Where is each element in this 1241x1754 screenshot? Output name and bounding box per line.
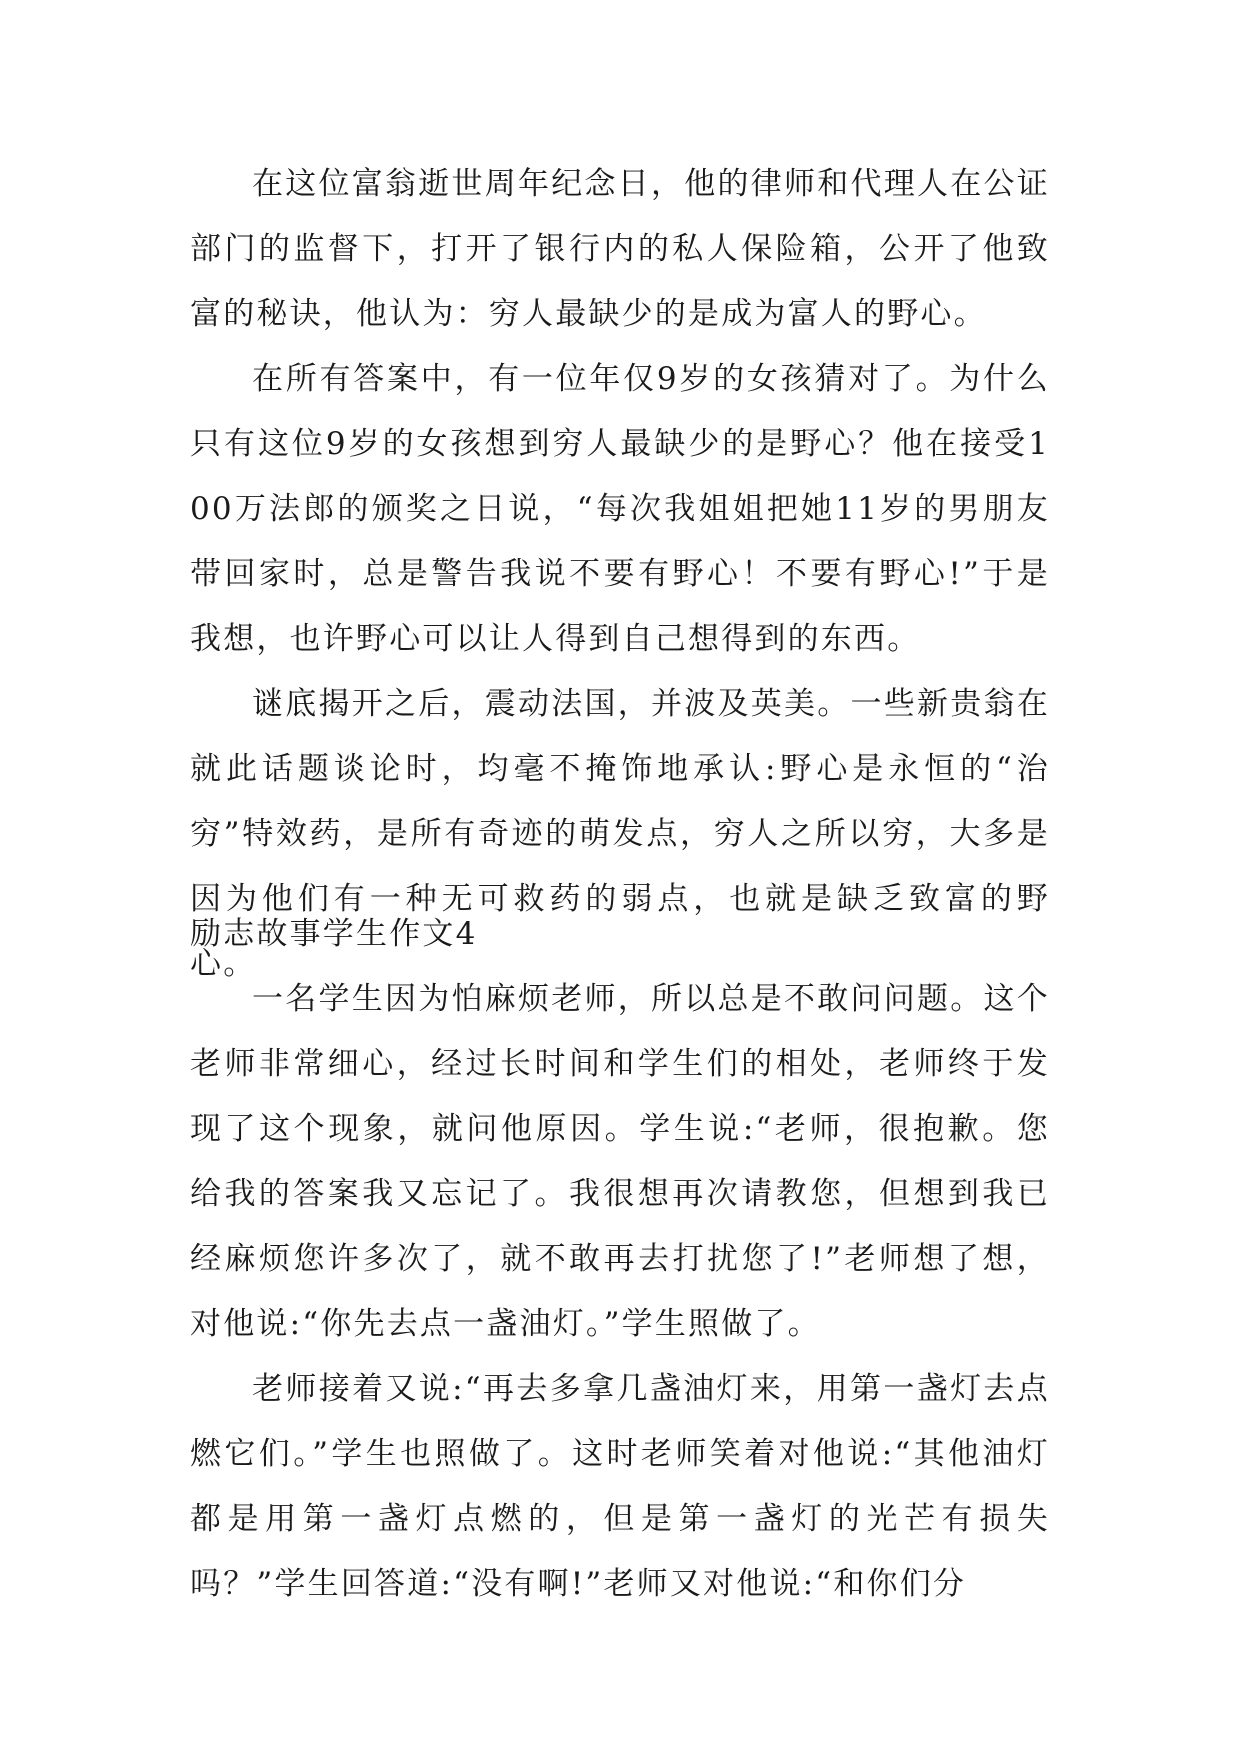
story-section-continued — [190, 152, 1050, 997]
paragraph: 老师接着又说:“再去多拿几盏油灯来，用第一盏灯去点燃它们。”学生也照做了。这时老师笑着对他说:“其他油灯都是用第一盏灯点燃的，但是第一盏灯的光芒有损失吗？”学生回答道:“没有啊!”老师又对他说:“和你们分 — [190, 1371, 1050, 1602]
paragraph: 在所有答案中，有一位年仅9岁的女孩猜对了。为什么只有这位9岁的女孩想到穷人最缺少的是野心？他在接受100万法郎的颁奖之日说，“每次我姐姐把她11岁的男朋友带回家时，总是警告我说不要有野心！不要有野心!”于是我想，也许野心可以让人得到自己想得到的东西。 — [190, 361, 1050, 657]
story-section-4 — [190, 902, 1050, 1617]
paragraph: 谜底揭开之后，震动法国，并波及英美。一些新贵翁在就此话题谈论时，均毫不掩饰地承认:野心是永恒的“治穷”特效药，是所有奇迹的萌发点，穷人之所以穷，大多是因为他们有一种无可救药的弱点，也就是缺乏致富的野心。 — [190, 686, 1050, 982]
section-heading: 励志故事学生作文4 — [190, 916, 478, 952]
paragraph: 在这位富翁逝世周年纪念日，他的律师和代理人在公证部门的监督下，打开了银行内的私人保险箱，公开了他致富的秘诀，他认为：穷人最缺少的是成为富人的野心。 — [190, 166, 1050, 332]
paragraph: 一名学生因为怕麻烦老师，所以总是不敢问问题。这个老师非常细心，经过长时间和学生们的相处，老师终于发现了这个现象，就问他原因。学生说:“老师，很抱歉。您给我的答案我又忘记了。我很想再次请教您，但想到我已经麻烦您许多次了，就不敢再去打扰您了!”老师想了想，对他说:“你先去点一盏油灯。”学生照做了。 — [190, 981, 1050, 1342]
